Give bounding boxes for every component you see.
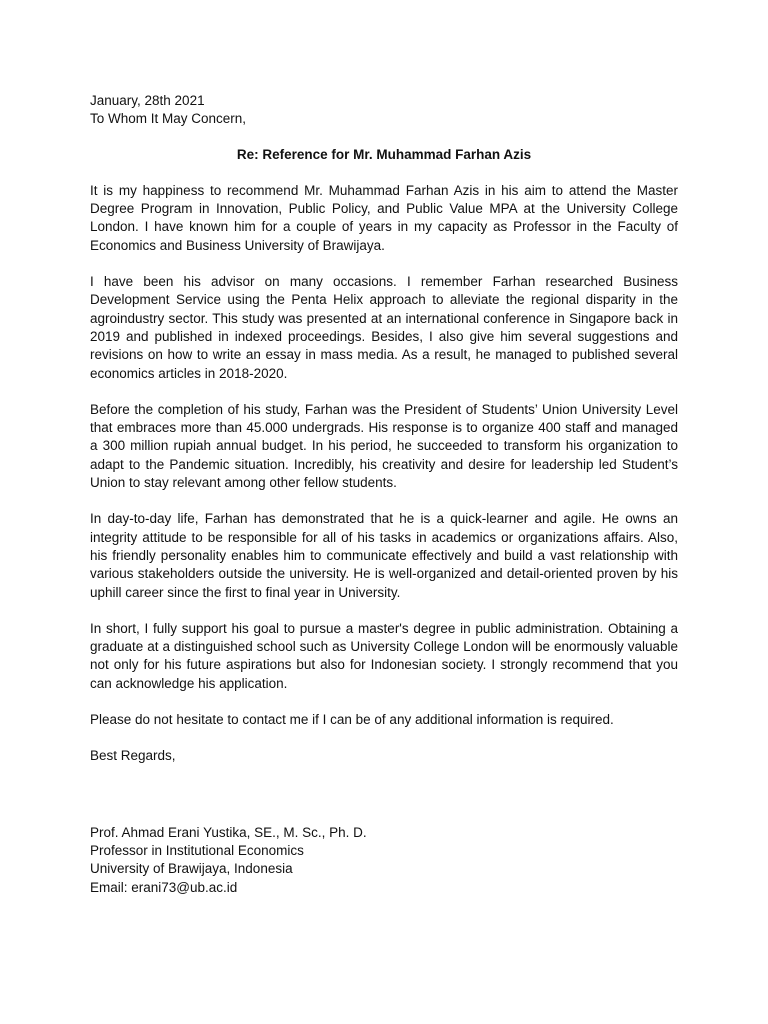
paragraph-character: In day-to-day life, Farhan has demonstrated that he is a quick-learner and agile. He owns an integrity attitude to be responsible for all of his tasks in academics or organizations affairs. Also, his friendly personality enables him to communicate effectively and build a vast relationship with various stakeholders outside the university. He is well-organized and detail-oriented proven by his uphill career since the first to final year in University. — [90, 511, 678, 600]
signatory-affiliation: University of Brawijaya, Indonesia — [90, 861, 293, 877]
signatory-title: Professor in Institutional Economics — [90, 842, 304, 858]
paragraph-advisor: I have been his advisor on many occasions. I remember Farhan researched Business Development Service using the Penta Helix approach to alleviate the regional disparity in the agroindustry sector. This study was presented at an international conference in Singapore back in 2019 and published in indexed proceedings. Besides, I also give him several suggestions and revisions on how to write an essay in mass media. As a result, he managed to published several economics articles in 2018-2020. — [90, 274, 678, 381]
letter-salutation: To Whom It May Concern, — [90, 111, 247, 127]
paragraph-leadership: Before the completion of his study, Farhan was the President of Students’ Union University Level that embraces more than 45.000 undergrads. His response is to organize 400 staff and managed a 300 million rupiah annual budget. In his period, he succeeded to transform his organization to adapt to the Pandemic situation. Incredibly, his creativity and desire for leadership led Student’s Union to stay relevant among other fellow students. — [90, 401, 678, 491]
signatory-name: Prof. Ahmad Erani Yustika, SE., M. Sc., Ph. D. — [90, 824, 367, 840]
letter-subject: Re: Reference for Mr. Muhammad Farhan Azis — [236, 146, 532, 162]
letter-date: January, 28th 2021 — [90, 93, 205, 108]
paragraph-introduction: It is my happiness to recommend Mr. Muhammad Farhan Azis in his aim to attend the Master Degree Program in Innovation, Public Policy, and Public Value MPA at the University College London. I have known him for a couple of years in my capacity as Professor in the Faculty of Economics and Business University of Brawijaya. — [90, 182, 678, 253]
letter-closing: Best Regards, — [90, 748, 176, 764]
letter-page — [90, 92, 678, 897]
signatory-email: Email: erani73@ub.ac.id — [90, 879, 238, 895]
paragraph-support: In short, I fully support his goal to pursue a master's degree in public administration. Obtaining a graduate at a distinguished school such as University College London will be enormously valuable not only for his future aspirations but also for Indonesian society. I strongly recommend that you can acknowledge his application. — [90, 620, 678, 691]
paragraph-contact: Please do not hesitate to contact me if I can be of any additional information is required. — [90, 712, 614, 728]
signature-block — [90, 824, 678, 897]
